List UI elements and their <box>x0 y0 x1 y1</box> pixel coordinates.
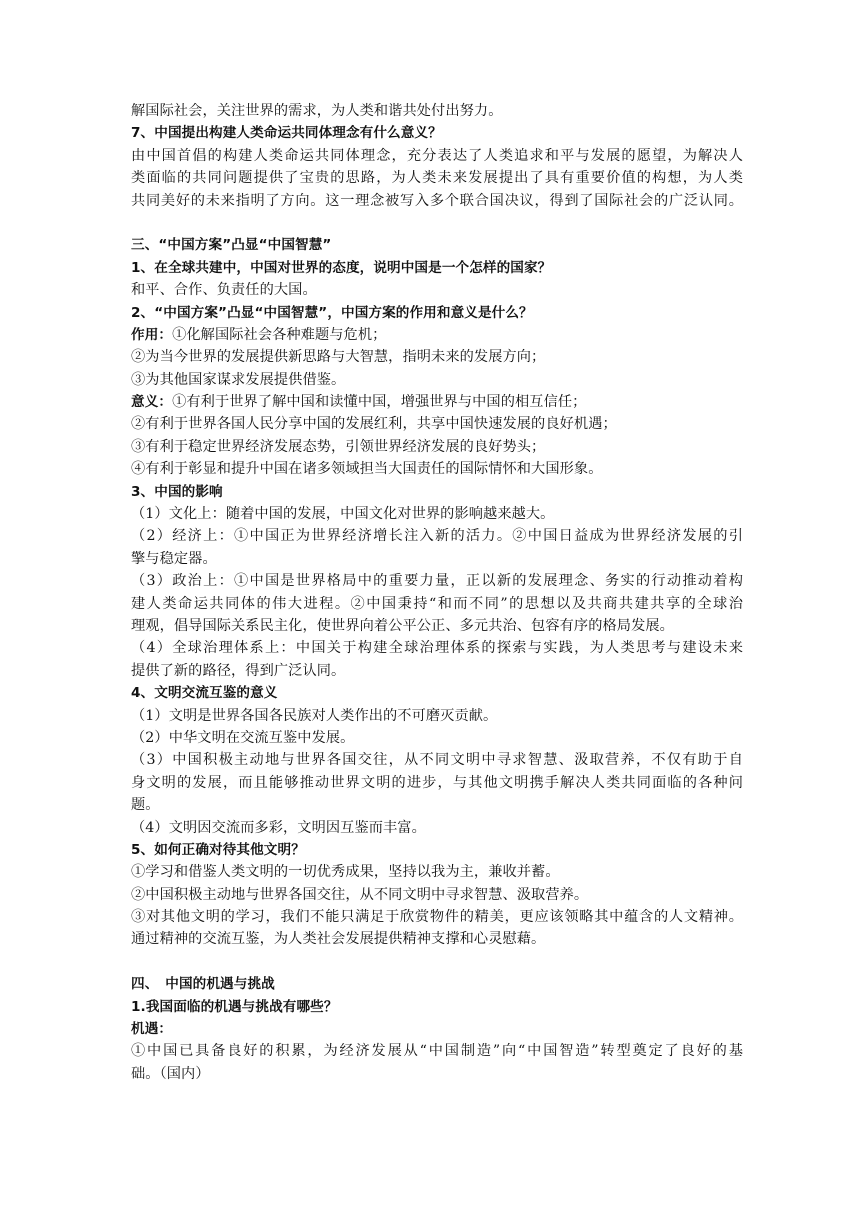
text-line <box>131 615 743 637</box>
line-text: ①中国已具备良好的积累，为经济发展从“中国制造”向“中国智造”转型奠定了良好的基 <box>131 1043 743 1060</box>
line-text: ①有利于世界了解中国和读懂中国，增强世界与中国的相互信任； <box>172 394 587 411</box>
section-heading <box>131 973 743 995</box>
section-heading <box>131 1018 743 1040</box>
text-line <box>131 369 743 391</box>
line-text: 5、如何正确对待其他文明？ <box>131 841 305 858</box>
text-line <box>131 525 743 547</box>
text-line <box>131 749 743 771</box>
line-text: （1）文明是世界各国各民族对人类作出的不可磨灭贡献。 <box>131 707 498 724</box>
line-text: 由中国首倡的构建人类命运共同体理念，充分表达了人类追求和平与发展的愿望，为解决人 <box>131 147 743 164</box>
text-line <box>131 436 743 458</box>
section-heading <box>131 481 743 503</box>
section-heading <box>131 996 743 1018</box>
text-line <box>131 279 743 301</box>
document-page <box>131 100 743 1085</box>
text-line <box>131 167 743 189</box>
text-line <box>131 391 743 413</box>
line-text: （2）经济上：①中国正为世界经济增长注入新的活力。②中国日益成为世界经济发展的引 <box>131 528 743 545</box>
line-text: （3）中国积极主动地与世界各国交往，从不同文明中寻求智慧、汲取营养，不仅有助于自 <box>131 752 743 769</box>
line-text: 四、 中国的机遇与挑战 <box>131 976 275 993</box>
line-text: （3）政治上：①中国是世界格局中的重要力量，正以新的发展理念、务实的行动推动着构 <box>131 573 743 590</box>
line-text: （4）文明因交流而多彩，文明因互鉴而丰富。 <box>131 819 426 836</box>
line-text: ③有利于稳定世界经济发展态势，引领世界经济发展的良好势头； <box>131 438 546 455</box>
line-text: ②为当今世界的发展提供新思路与大智慧，指明未来的发展方向； <box>131 349 546 366</box>
section-heading <box>131 682 743 704</box>
line-text: 身文明的发展，而且能够推动世界文明的进步，与其他文明携手解决人类共同面临的各种问 <box>131 774 743 791</box>
line-text: 机遇： <box>131 1021 173 1038</box>
line-text: （2）中华文明在交流互鉴中发展。 <box>131 729 355 746</box>
line-text: ③对其他文明的学习，我们不能只满足于欣赏物件的精美，更应该领略其中蕴含的人文精神。 <box>131 909 743 926</box>
text-line <box>131 503 743 525</box>
line-text: ②中国积极主动地与世界各国交往，从不同文明中寻求智慧、汲取营养。 <box>131 886 589 903</box>
line-text: 础。（国内） <box>131 1065 210 1082</box>
section-heading <box>131 234 743 256</box>
line-text: 4、文明交流互鉴的意义 <box>131 685 278 702</box>
line-text: （4）全球治理体系上：中国关于构建全球治理体系的探索与实践，为人类思考与建设未来 <box>131 640 743 657</box>
blank-line <box>131 212 743 234</box>
line-text: ④有利于彰显和提升中国在诸多领域担当大国责任的国际情怀和大国形象。 <box>131 461 603 478</box>
text-line <box>131 906 743 928</box>
text-line <box>131 637 743 659</box>
inline-label: 意义： <box>131 394 173 411</box>
text-line <box>131 928 743 950</box>
text-line <box>131 548 743 570</box>
line-text: 和平、合作、负责任的大国。 <box>131 282 317 299</box>
line-text: 提供了新的路径，得到广泛认同。 <box>131 662 346 679</box>
line-text: ②有利于世界各国人民分享中国的发展红利，共享中国快速发展的良好机遇； <box>131 416 617 433</box>
text-line <box>131 458 743 480</box>
line-text: （1）文化上：随着中国的发展，中国文化对世界的影响越来越大。 <box>131 506 555 523</box>
line-text: 解国际社会，关注世界的需求，为人类和谐共处付出努力。 <box>131 103 503 119</box>
line-text: 7、中国提出构建人类命运共同体理念有什么意义？ <box>131 125 442 142</box>
blank-line <box>131 951 743 973</box>
line-text: 通过精神的交流互鉴，为人类社会发展提供精神支撑和心灵慰藉。 <box>131 931 546 948</box>
text-line <box>131 145 743 167</box>
text-line <box>131 1040 743 1062</box>
line-text: 三、“中国方案”凸显“中国智慧” <box>131 237 332 254</box>
section-heading <box>131 122 743 144</box>
text-line <box>131 413 743 435</box>
line-text: ③为其他国家谋求发展提供借鉴。 <box>131 371 346 388</box>
line-text: 理观，倡导国际关系民主化，使世界向着公平公正、多元共治、包容有序的格局发展。 <box>131 617 674 634</box>
text-line <box>131 727 743 749</box>
line-text: 题。 <box>131 797 160 814</box>
line-text: 建人类命运共同体的伟大进程。②中国秉持“和而不同”的思想以及共商共建共享的全球治 <box>131 595 743 612</box>
line-text: ①化解国际社会各种难题与危机； <box>172 326 387 343</box>
line-text: 类面临的共同问题提供了宝贵的思路，为人类未来发展提出了具有重要价值的构想，为人类 <box>131 170 743 187</box>
line-text: 1.我国面临的机遇与挑战有哪些？ <box>131 998 338 1015</box>
inline-label: 作用： <box>131 326 173 343</box>
text-line <box>131 817 743 839</box>
text-line <box>131 190 743 212</box>
line-text: 擎与稳定器。 <box>131 550 217 567</box>
text-line <box>131 100 743 122</box>
line-text: 1、在全球共建中，中国对世界的态度，说明中国是一个怎样的国家？ <box>131 259 552 276</box>
line-text: 3、中国的影响 <box>131 483 223 500</box>
section-heading <box>131 839 743 861</box>
text-line <box>131 794 743 816</box>
text-line <box>131 705 743 727</box>
text-line <box>131 772 743 794</box>
section-heading <box>131 302 743 324</box>
line-text: ①学习和借鉴人类文明的一切优秀成果，坚持以我为主，兼收并蓄。 <box>131 864 560 881</box>
line-text: 共同美好的未来指明了方向。这一理念被写入多个联合国决议，得到了国际社会的广泛认同。 <box>131 192 743 209</box>
text-line <box>131 1063 743 1085</box>
text-line <box>131 570 743 592</box>
text-line <box>131 660 743 682</box>
text-line <box>131 324 743 346</box>
text-line <box>131 884 743 906</box>
text-line <box>131 346 743 368</box>
line-text: 2、“中国方案”凸显“中国智慧”，中国方案的作用和意义是什么？ <box>131 304 533 321</box>
text-line <box>131 593 743 615</box>
text-line <box>131 861 743 883</box>
section-heading <box>131 257 743 279</box>
